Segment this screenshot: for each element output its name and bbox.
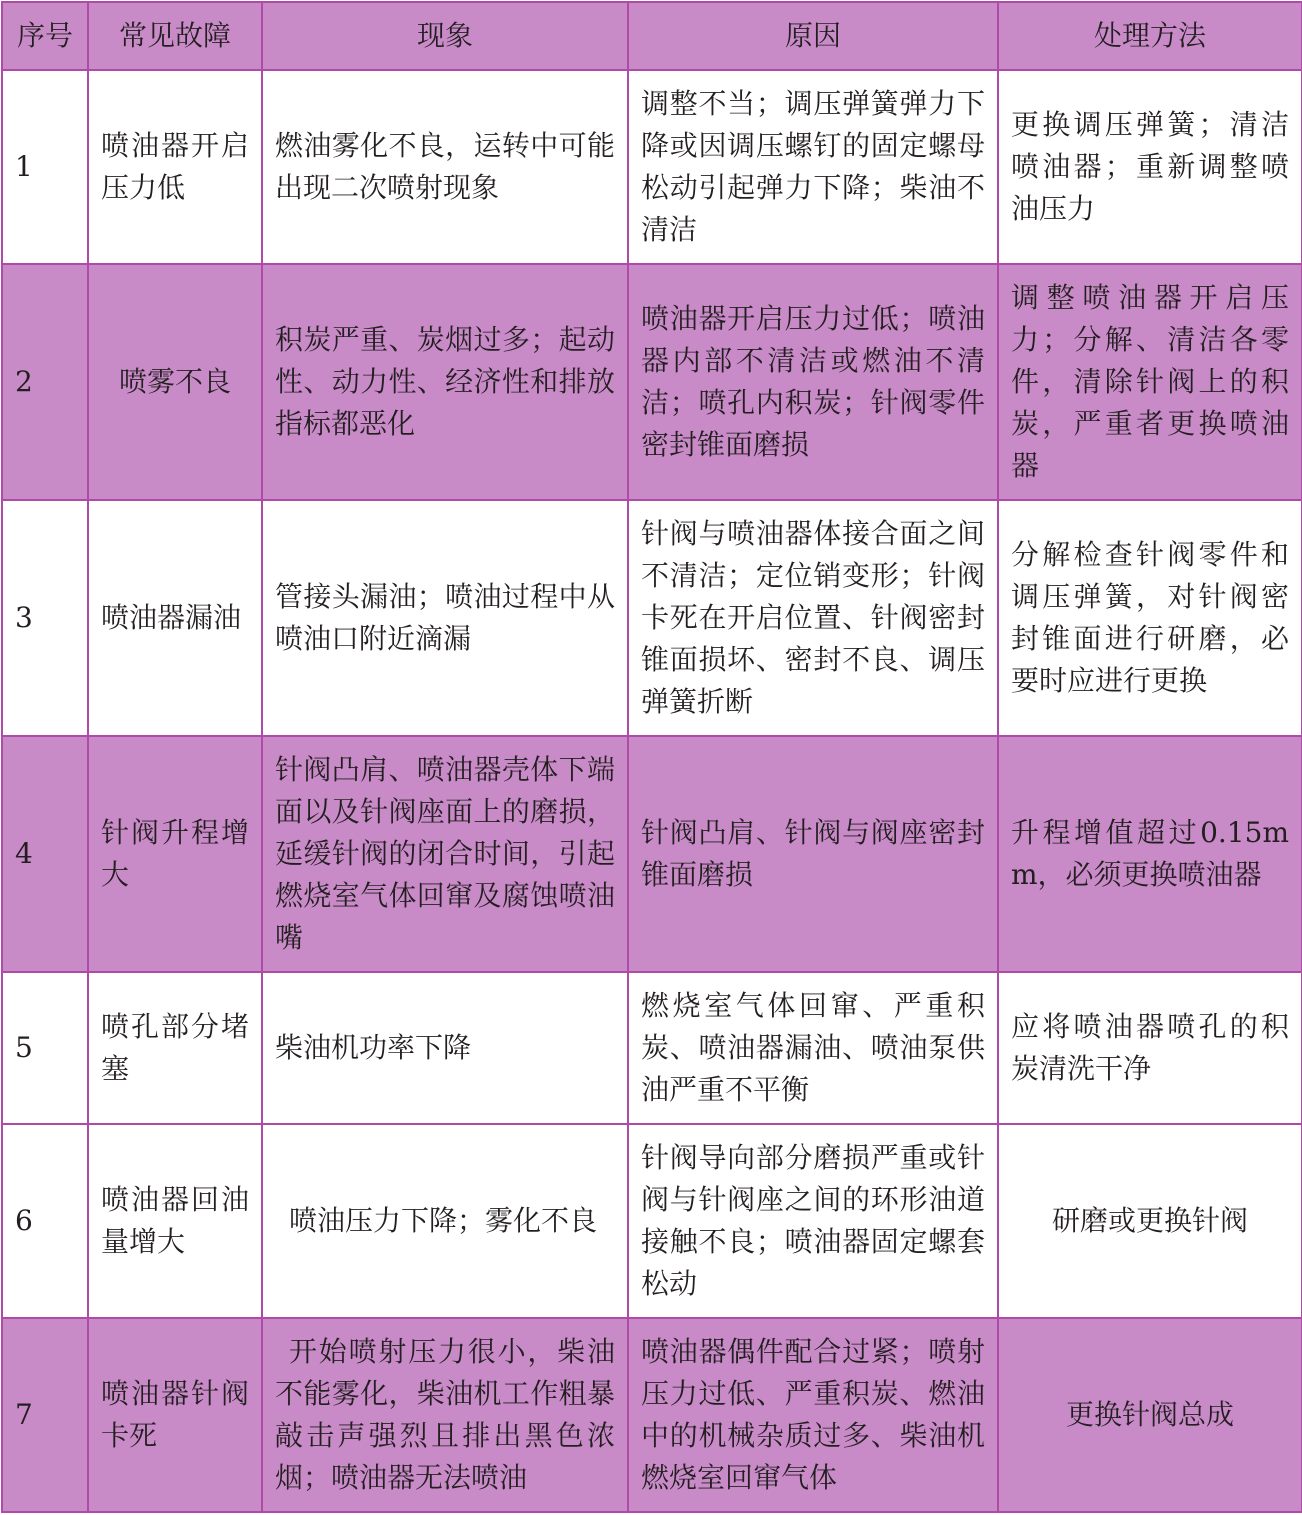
cell-fix: 研磨或更换针阀 (998, 1124, 1302, 1318)
table-header-row (2, 2, 1302, 70)
cell-symptom: 管接头漏油；喷油过程中从喷油口附近滴漏 (262, 500, 628, 736)
cell-no: 4 (2, 736, 88, 972)
cell-fix: 调整喷油器开启压力；分解、清洁各零件，清除针阀上的积炭，严重者更换喷油器 (998, 264, 1302, 500)
cell-cause: 针阀导向部分磨损严重或针阀与针阀座之间的环形油道接触不良；喷油器固定螺套松动 (628, 1124, 998, 1318)
cell-cause: 调整不当；调压弹簧弹力下降或因调压螺钉的固定螺母松动引起弹力下降；柴油不清洁 (628, 70, 998, 264)
cell-no: 2 (2, 264, 88, 500)
cell-fault: 喷油器回油量增大 (88, 1124, 262, 1318)
cell-fault: 喷油器漏油 (88, 500, 262, 736)
cell-cause: 喷油器开启压力过低；喷油器内部不清洁或燃油不清洁；喷孔内积炭；针阀零件密封锥面磨损 (628, 264, 998, 500)
cell-cause: 燃烧室气体回窜、严重积炭、喷油器漏油、喷油泵供油严重不平衡 (628, 972, 998, 1124)
cell-no: 1 (2, 70, 88, 264)
header-no: 序号 (2, 2, 88, 70)
table-row (2, 736, 1302, 972)
cell-cause: 针阀凸肩、针阀与阀座密封锥面磨损 (628, 736, 998, 972)
header-fix: 处理方法 (998, 2, 1302, 70)
table-row (2, 1124, 1302, 1318)
header-fault: 常见故障 (88, 2, 262, 70)
table-row (2, 264, 1302, 500)
cell-symptom: 针阀凸肩、喷油器壳体下端面以及针阀座面上的磨损，延缓针阀的闭合时间，引起燃烧室气体回窜及腐蚀喷油嘴 (262, 736, 628, 972)
cell-symptom: 燃油雾化不良，运转中可能出现二次喷射现象 (262, 70, 628, 264)
header-symptom: 现象 (262, 2, 628, 70)
cell-cause: 针阀与喷油器体接合面之间不清洁；定位销变形；针阀卡死在开启位置、针阀密封锥面损坏、密封不良、调压弹簧折断 (628, 500, 998, 736)
cell-no: 5 (2, 972, 88, 1124)
table-row (2, 70, 1302, 264)
cell-fix: 更换针阀总成 (998, 1318, 1302, 1512)
cell-symptom: 柴油机功率下降 (262, 972, 628, 1124)
table-row (2, 972, 1302, 1124)
cell-symptom: 喷油压力下降；雾化不良 (262, 1124, 628, 1318)
cell-symptom: 积炭严重、炭烟过多；起动性、动力性、经济性和排放指标都恶化 (262, 264, 628, 500)
cell-no: 3 (2, 500, 88, 736)
cell-symptom: 开始喷射压力很小，柴油不能雾化，柴油机工作粗暴敲击声强烈且排出黑色浓烟；喷油器无法喷油 (262, 1318, 628, 1512)
cell-fix: 分解检查针阀零件和调压弹簧，对针阀密封锥面进行研磨，必要时应进行更换 (998, 500, 1302, 736)
cell-fault: 喷雾不良 (88, 264, 262, 500)
cell-no: 6 (2, 1124, 88, 1318)
cell-cause: 喷油器偶件配合过紧；喷射压力过低、严重积炭、燃油中的机械杂质过多、柴油机燃烧室回窜气体 (628, 1318, 998, 1512)
header-cause: 原因 (628, 2, 998, 70)
fault-table (1, 1, 1302, 1513)
cell-fault: 针阀升程增大 (88, 736, 262, 972)
cell-fault: 喷油器开启压力低 (88, 70, 262, 264)
cell-fix: 升程增值超过0.15mm，必须更换喷油器 (998, 736, 1302, 972)
cell-fault: 喷孔部分堵塞 (88, 972, 262, 1124)
table-row (2, 500, 1302, 736)
table-row (2, 1318, 1302, 1512)
cell-fix: 应将喷油器喷孔的积炭清洗干净 (998, 972, 1302, 1124)
cell-no: 7 (2, 1318, 88, 1512)
cell-fault: 喷油器针阀卡死 (88, 1318, 262, 1512)
cell-fix: 更换调压弹簧；清洁喷油器；重新调整喷油压力 (998, 70, 1302, 264)
